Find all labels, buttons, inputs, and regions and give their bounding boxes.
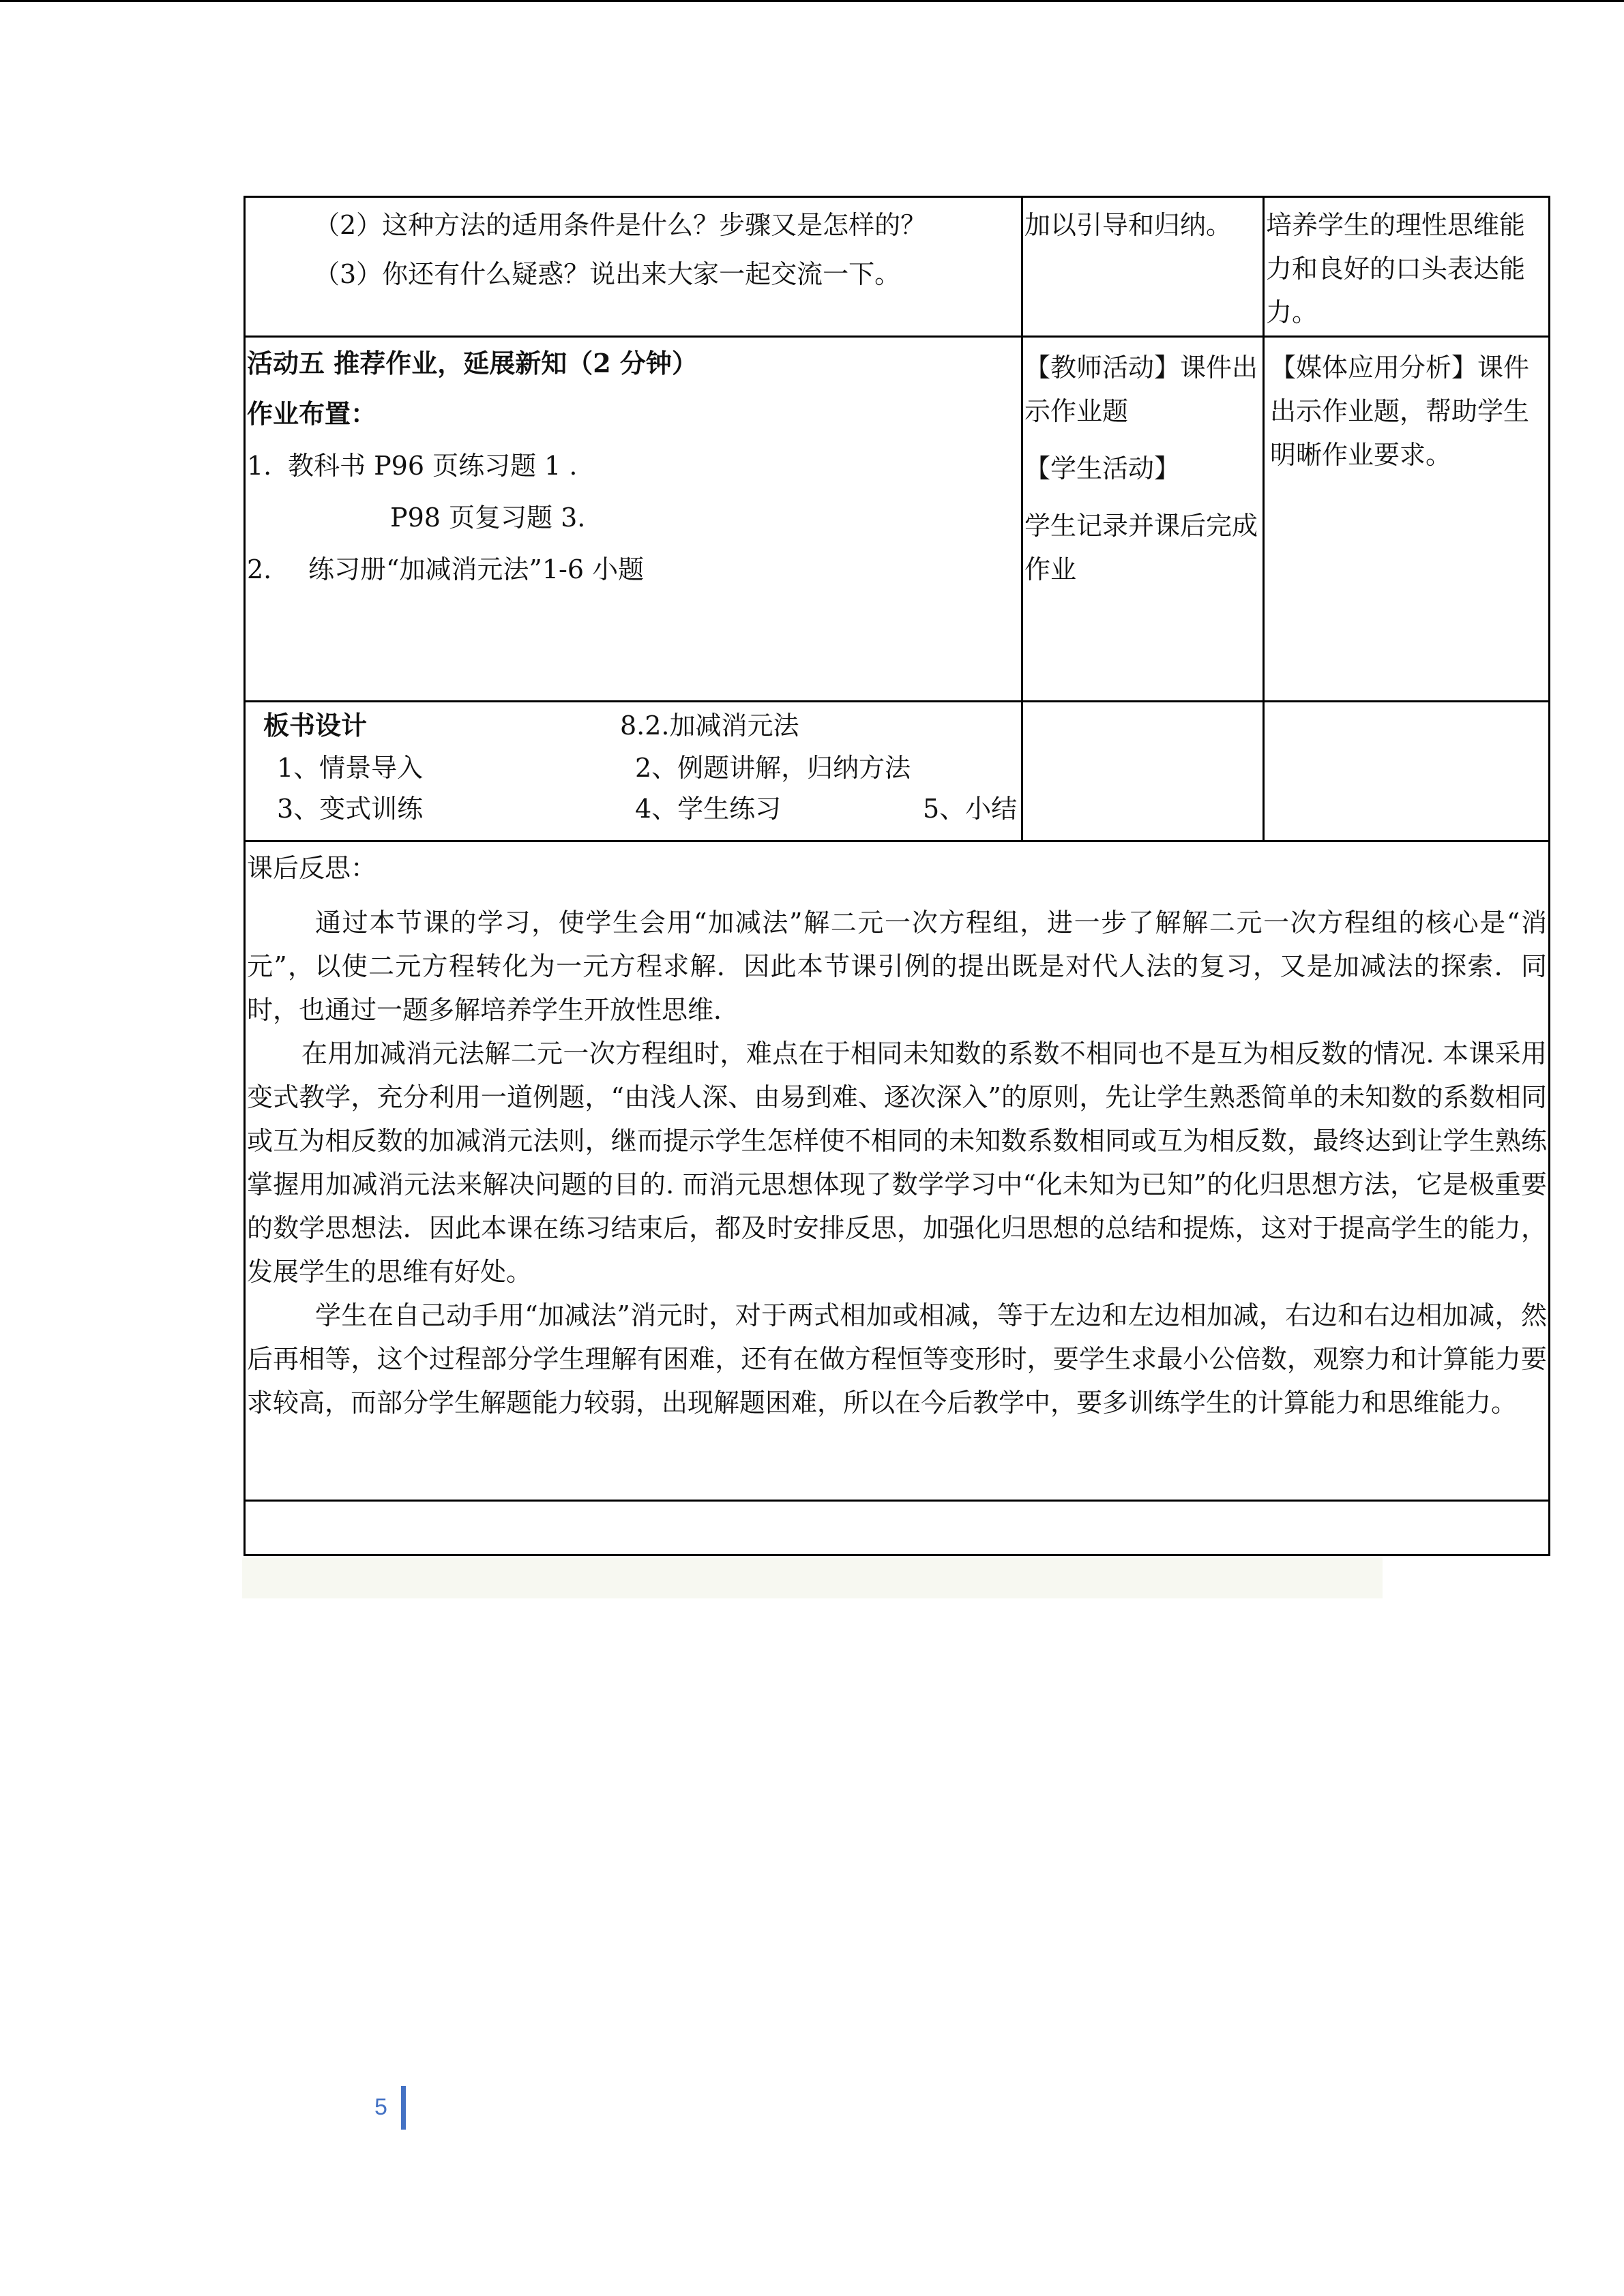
board-design (247, 702, 1020, 838)
homework-item (390, 500, 1020, 535)
student-activity-label: 【学生活动】 (1024, 453, 1181, 483)
reflection-paragraph: 在用加减消元法解二元一次方程组时，难点在于相同未知数的系数不相同也不是互为相反数的情况. 本课采用变式教学，充分利用一道例题，“由浅人深、由易到难、逐次深入”的原则，先让学生熟悉简单的未知数的系数相同或互为相反数的加减消元法则，继而提示学生怎样使不相同的未知数系数相同或互为相反数，最终达到让学生熟练掌握用加减消元法来解决问题的目的. 而消元思想体现了数学学习中“化未知为已知”的化归思想方法，它是极重要的数学思想法．因此本课在练习结束后，都及时安排反思，加强化归思想的总结和提炼，这对于提高学生的能力，发展学生的思维有好处。 (247, 1039, 1547, 1287)
teacher-guidance-text: 加以引导和归纳。 (1024, 210, 1232, 240)
homework-label: 作业布置： (247, 398, 377, 429)
board-design-cell (245, 702, 1022, 841)
media-analysis: 【媒体应用分析】课件出示作业题，帮助学生明晰作业要求。 (1270, 353, 1530, 470)
homework-item-number: 2. (247, 554, 272, 584)
lesson-plan-table (243, 196, 1550, 1556)
activity-cell (1022, 337, 1264, 702)
board-label: 板书设计 (263, 710, 368, 741)
homework-item (247, 448, 1020, 483)
table-row (245, 702, 1550, 841)
empty-cell (1022, 702, 1264, 841)
highlight-band (242, 1557, 1383, 1598)
table-row (245, 1501, 1550, 1555)
homework-item-number: 1. (247, 451, 272, 481)
student-activity: 学生记录并课后完成作业 (1024, 511, 1258, 584)
board-title: 8.2.加减消元法 (620, 711, 799, 741)
page-number: 5 (374, 2094, 387, 2120)
empty-footer-cell (245, 1501, 1550, 1555)
reflection-cell (245, 841, 1550, 1501)
reflection-label: 课后反思： (247, 853, 377, 883)
media-analysis-cell (1264, 337, 1550, 702)
homework-cell (245, 337, 1022, 702)
table-row (245, 197, 1550, 337)
board-item: 1、情景导入 (277, 753, 424, 783)
board-item: 3、变式训练 (277, 794, 424, 824)
discussion-questions-cell (245, 197, 1022, 337)
activity-title: 活动五 推荐作业，延展新知（2 分钟） (247, 348, 698, 378)
homework-item (247, 552, 1020, 587)
question-2: （2）这种方法的适用条件是什么？步骤又是怎样的？ (314, 210, 927, 240)
homework-item-text: 练习册“加减消元法”1-6 小题 (308, 554, 645, 584)
reflection-paragraph: 学生在自己动手用“加减法”消元时，对于两式相加或相减，等于左边和左边相加减，右边和右边相加减，然后再相等，这个过程部分学生理解有困难，还有在做方程恒等变形时，要学生求最小公倍数，观察力和计算能力要求较高，而部分学生解题能力较弱，出现解题困难，所以在今后教学中，要多训练学生的计算能力和思维能力。 (247, 1300, 1547, 1418)
table-row (245, 841, 1550, 1501)
design-intent-cell (1264, 197, 1550, 337)
top-border-rule (0, 0, 1624, 2)
reflection-paragraph: 通过本节课的学习，使学生会用“加减法”解二元一次方程组，进一步了解解二元一次方程组的核心是“消元”，以使二元方程转化为一元方程求解．因此本节课引例的提出既是对代人法的复习，又是加减法的探索．同时，也通过一题多解培养学生开放性思维． (247, 908, 1547, 1025)
table-row (245, 337, 1550, 702)
board-item: 5、小结 (923, 794, 1018, 824)
board-item: 4、学生练习 (635, 794, 782, 824)
homework-item-text: 教科书 P96 页练习题 1 . (288, 451, 578, 481)
teacher-activity: 【教师活动】课件出示作业题 (1024, 353, 1258, 426)
teacher-guidance-cell (1022, 197, 1264, 337)
page-number-bar (401, 2086, 406, 2130)
board-item: 2、例题讲解，归纳方法 (635, 753, 911, 783)
homework-item-text: P98 页复习题 3. (390, 503, 586, 533)
question-3: （3）你还有什么疑惑？说出来大家一起交流一下。 (314, 259, 901, 289)
empty-cell (1264, 702, 1550, 841)
design-intent-text: 培养学生的理性思维能力和良好的口头表达能力。 (1266, 210, 1526, 327)
